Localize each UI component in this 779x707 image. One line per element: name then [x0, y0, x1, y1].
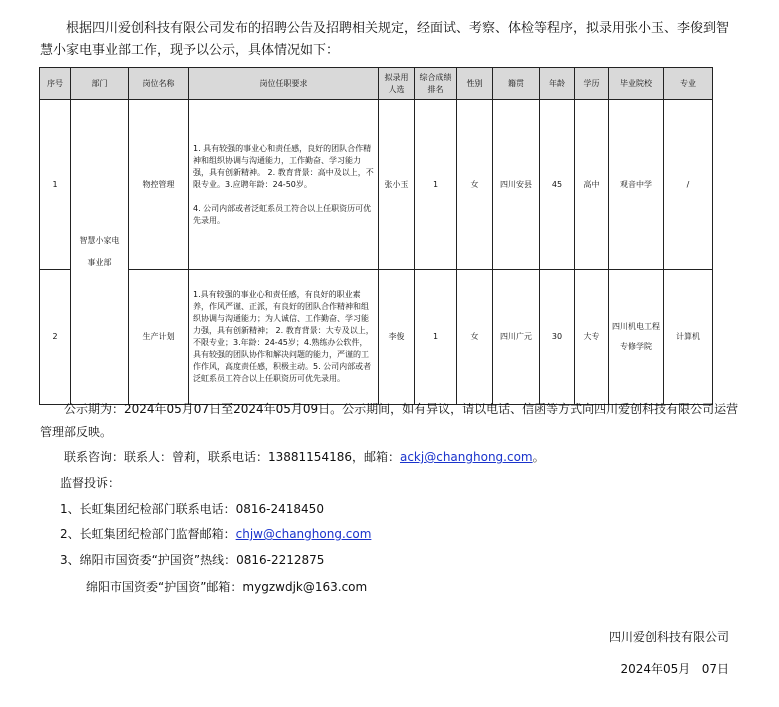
signature-date: 2024年05月 07日	[620, 662, 729, 676]
cell-education: 大专	[575, 270, 609, 405]
header-requirements: 岗位任职要求	[189, 68, 379, 100]
requirements-text: 1.具有较强的事业心和责任感，有良好的职业素养，作风严谨、正派，有良好的团队合作精神和组织协调与沟通能力；为人诚信、工作勤奋、学习能力强，具有创新精神； 2. 教育背景：大专及以上，不限专业；3.年龄：24-45岁；4.熟练办公软件，具有较强的团队协作和解决问题的能力，严谨的工作作风，高度责任感，积极主动。5. 公司内部或者泛虹系员工符合以上任职资历可优先录用。	[193, 290, 374, 383]
table-header-row	[40, 68, 713, 100]
signature-company: 四川爱创科技有限公司	[608, 630, 729, 644]
cell-candidate: 李俊	[379, 270, 415, 405]
notice-period: 公示期为：2024年05月07日至2024年05月09日。公示期间，如有异议，请以电话、信函等方式向四川爱创科技有限公司运营管理部反映。	[40, 402, 739, 439]
table-row	[40, 100, 713, 270]
cell-school: 观音中学	[609, 100, 664, 270]
cell-no: 1	[40, 100, 71, 270]
header-rank: 综合成绩排名	[415, 68, 457, 100]
header-department: 部门	[71, 68, 129, 100]
cell-major: 计算机	[664, 270, 713, 405]
hiring-table	[39, 67, 713, 405]
cell-origin: 四川安县	[493, 100, 540, 270]
requirements-text: 1. 具有较强的事业心和责任感，良好的团队合作精神和组织协调与沟通能力，工作勤奋、学习能力强，具有创新精神。 2. 教育背景：高中及以上，不限专业。3.应聘年龄：24-50岁。	[193, 143, 374, 189]
cell-requirements	[189, 270, 379, 405]
contact-email-link[interactable]: ackj@changhong.com	[399, 450, 533, 464]
supervision-item-2	[60, 523, 760, 546]
header-major: 专业	[664, 68, 713, 100]
cell-age: 30	[540, 270, 575, 405]
cell-no: 2	[40, 270, 71, 405]
cell-position: 生产计划	[129, 270, 189, 405]
header-no: 序号	[40, 68, 71, 100]
header-candidate: 拟录用人选	[379, 68, 415, 100]
cell-position: 物控管理	[129, 100, 189, 270]
cell-origin: 四川广元	[493, 270, 540, 405]
cell-candidate: 张小玉	[379, 100, 415, 270]
cell-gender: 女	[457, 100, 493, 270]
cell-rank: 1	[415, 100, 457, 270]
supervision-item-1: 1、长虹集团纪检部门联系电话：0816-2418450	[60, 502, 324, 516]
supervision-item-2-text: 2、长虹集团纪检部门监督邮箱：	[60, 527, 236, 541]
cell-requirements	[189, 100, 379, 270]
cell-education: 高中	[575, 100, 609, 270]
cell-gender: 女	[457, 270, 493, 405]
notice-contact	[40, 446, 740, 469]
contact-text: 联系咨询：联系人：曾莉，联系电话：13881154186，邮箱：	[64, 450, 400, 464]
contact-suffix: 。	[532, 450, 545, 464]
table-row	[40, 270, 713, 405]
cell-rank: 1	[415, 270, 457, 405]
cell-major: /	[664, 100, 713, 270]
header-gender: 性别	[457, 68, 493, 100]
header-education: 学历	[575, 68, 609, 100]
header-school: 毕业院校	[609, 68, 664, 100]
cell-school: 四川机电工程专修学院	[609, 270, 664, 405]
supervision-item-3: 3、绵阳市国资委“护国资”热线：0816-2212875	[60, 553, 325, 567]
header-position: 岗位名称	[129, 68, 189, 100]
requirements-priority: 4. 公司内部或者泛虹系员工符合以上任职资历可优先录用。	[193, 203, 372, 225]
cell-department: 智慧小家电事业部	[71, 100, 129, 405]
supervision-item-4: 绵阳市国资委“护国资”邮箱：mygzwdjk@163.com	[86, 580, 368, 594]
supervision-email-link[interactable]: chjw@changhong.com	[235, 527, 372, 541]
intro-paragraph: 根据四川爱创科技有限公司发布的招聘公告及招聘相关规定，经面试、考察、体检等程序，拟录用张小玉、李俊到智慧小家电事业部工作，现予以公示，具体情况如下：	[40, 21, 730, 58]
header-origin: 籍贯	[493, 68, 540, 100]
cell-age: 45	[540, 100, 575, 270]
header-age: 年龄	[540, 68, 575, 100]
supervision-title: 监督投诉：	[60, 476, 121, 490]
